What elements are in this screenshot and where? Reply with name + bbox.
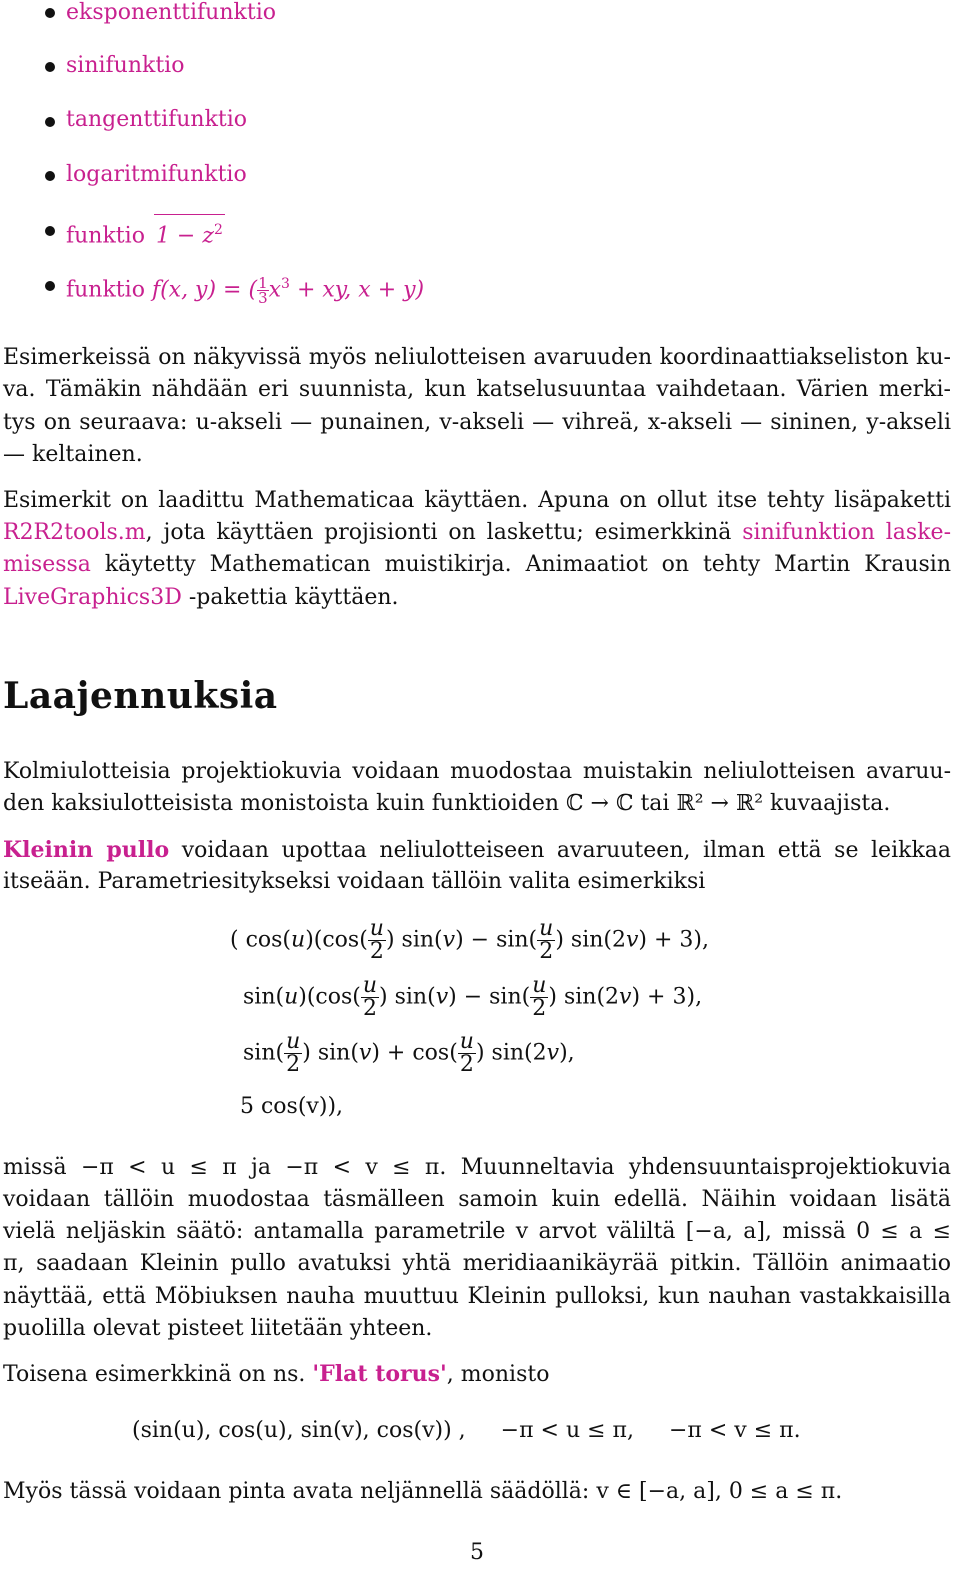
text-line: R2R2tools.m, jota käyttäen projisionti on laskettu; esimerkkinä sinifunktion laske-	[3, 520, 951, 545]
list-item-link[interactable]: sinifunktio	[66, 53, 185, 78]
list-item-link[interactable]: eksponenttifunktio	[66, 0, 276, 25]
text-line: missä −π < u ≤ π ja −π < v ≤ π. Muunneltavia yhdensuuntaisprojektiokuvia	[3, 1155, 951, 1180]
equation-row: ( cos(u)(cos( $\frac{u}{2}$ ) sin(v) − sin( $\frac{u}{2}$ ) sin(2v) + 3),	[230, 916, 709, 964]
bullet-icon	[45, 226, 55, 236]
flat-torus-equation: (sin(u), cos(u), sin(v), cos(v)) , −π < u ≤ π, −π < v ≤ π.	[132, 1418, 801, 1443]
sqrt-expression: $1 - z^2$	[154, 214, 225, 251]
bullet-icon	[45, 171, 55, 181]
text-line: va. Tämäkin nähdään eri suunnista, kun katselusuuntaa vaihdetaan. Värien merki-	[3, 377, 951, 402]
text-line: Esimerkeissä on näkyvissä myös neliulotteisen avaruuden koordinaattiakseliston ku-	[3, 345, 951, 370]
kleinin-pullo-link[interactable]: Kleinin pullo	[3, 837, 170, 863]
text-line: tys on seuraava: u-akseli — punainen, v-akseli — vihreä, x-akseli — sininen, y-akseli	[3, 410, 951, 435]
text-line: Kolmiulotteisia projektiokuvia voidaan muodostaa muistakin neliulotteisen avaruu-	[3, 759, 951, 784]
livegraphics3d-link[interactable]: LiveGraphics3D	[3, 585, 182, 610]
sinifunktion-link[interactable]: sinifunktion laske-	[742, 520, 951, 545]
text-line: vielä neljäskin säätö: antamalla parametrile v arvot väliltä [−a, a], missä 0 ≤ a ≤	[3, 1219, 951, 1244]
text-line: den kaksiulotteisista monistoista kuin funktioiden ℂ → ℂ tai ℝ² → ℝ² kuvaajista.	[3, 791, 891, 816]
page-number: 5	[470, 1540, 484, 1565]
text-line: puolilla olevat pisteet liitetään yhteen.	[3, 1316, 433, 1341]
paragraph-fourth-parameter: Myös tässä voidaan pinta avata neljännellä säädöllä: v ∈ [−a, a], 0 ≤ a ≤ π.	[3, 1479, 843, 1504]
sinifunktion-link-cont[interactable]: misessa	[3, 552, 91, 577]
text-line: näyttää, että Möbiuksen nauha muuttuu Kleinin pulloksi, kun nauhan vastakkaisilla	[3, 1284, 951, 1309]
list-item-link[interactable]: tangenttifunktio	[66, 107, 248, 132]
list-item-label: funktio	[66, 223, 145, 249]
list-item-label: funktio	[66, 277, 145, 303]
equation-row: 5 cos(v)),	[240, 1094, 344, 1119]
text-line: π, saadaan Kleinin pullo avatuksi yhtä meridiaanikäyrää pitkin. Tällöin animaatio	[3, 1251, 951, 1276]
function-expr: f(x, y) = (	[151, 277, 258, 303]
text-line: — keltainen.	[3, 442, 143, 467]
equation-row: sin(u)(cos( $\frac{u}{2}$ ) sin(v) − sin( $\frac{u}{2}$ ) sin(2v) + 3),	[243, 973, 703, 1021]
flat-torus-link[interactable]: 'Flat torus'	[312, 1361, 447, 1387]
list-item-link[interactable]	[66, 214, 225, 251]
list-item-link[interactable]: funktio f(x, y) = ( $\frac{1}{3}$ $x^3$ + xy, x + y)	[66, 273, 425, 307]
text-line: Esimerkit on laadittu Mathematicaa käyttäen. Apuna on ollut itse tehty lisäpaketti	[3, 488, 951, 513]
text-line: misessa käytetty Mathematican muistikirja. Animaatiot on tehty Martin Krausin	[3, 552, 951, 577]
equation-row: sin( $\frac{u}{2}$ ) sin(v) + cos( $\frac{u}{2}$ ) sin(2v),	[243, 1029, 575, 1077]
bullet-icon	[45, 62, 55, 72]
fraction: $\frac{1}{3}$	[258, 273, 268, 307]
text-line: LiveGraphics3D -pakettia käyttäen.	[3, 585, 399, 610]
bullet-icon	[45, 8, 55, 18]
bullet-icon	[45, 281, 55, 291]
text-line: voidaan tällöin muodostaa täsmälleen samoin kuin edellä. Näihin voidaan lisätä	[3, 1187, 951, 1212]
section-heading: Laajennuksia	[3, 675, 278, 717]
text-line: itseään. Parametriesitykseksi voidaan tällöin valita esimerkiksi	[3, 869, 706, 894]
bullet-icon	[45, 117, 55, 127]
list-item-link[interactable]: logaritmifunktio	[66, 162, 247, 187]
r2r2tools-link[interactable]: R2R2tools.m	[3, 520, 146, 545]
text-line: Kleinin pullo voidaan upottaa neliulotteiseen avaruuteen, ilman että se leikkaa	[3, 837, 952, 863]
paragraph-flat-torus: Toisena esimerkkinä on ns. 'Flat torus', monisto	[3, 1361, 550, 1387]
